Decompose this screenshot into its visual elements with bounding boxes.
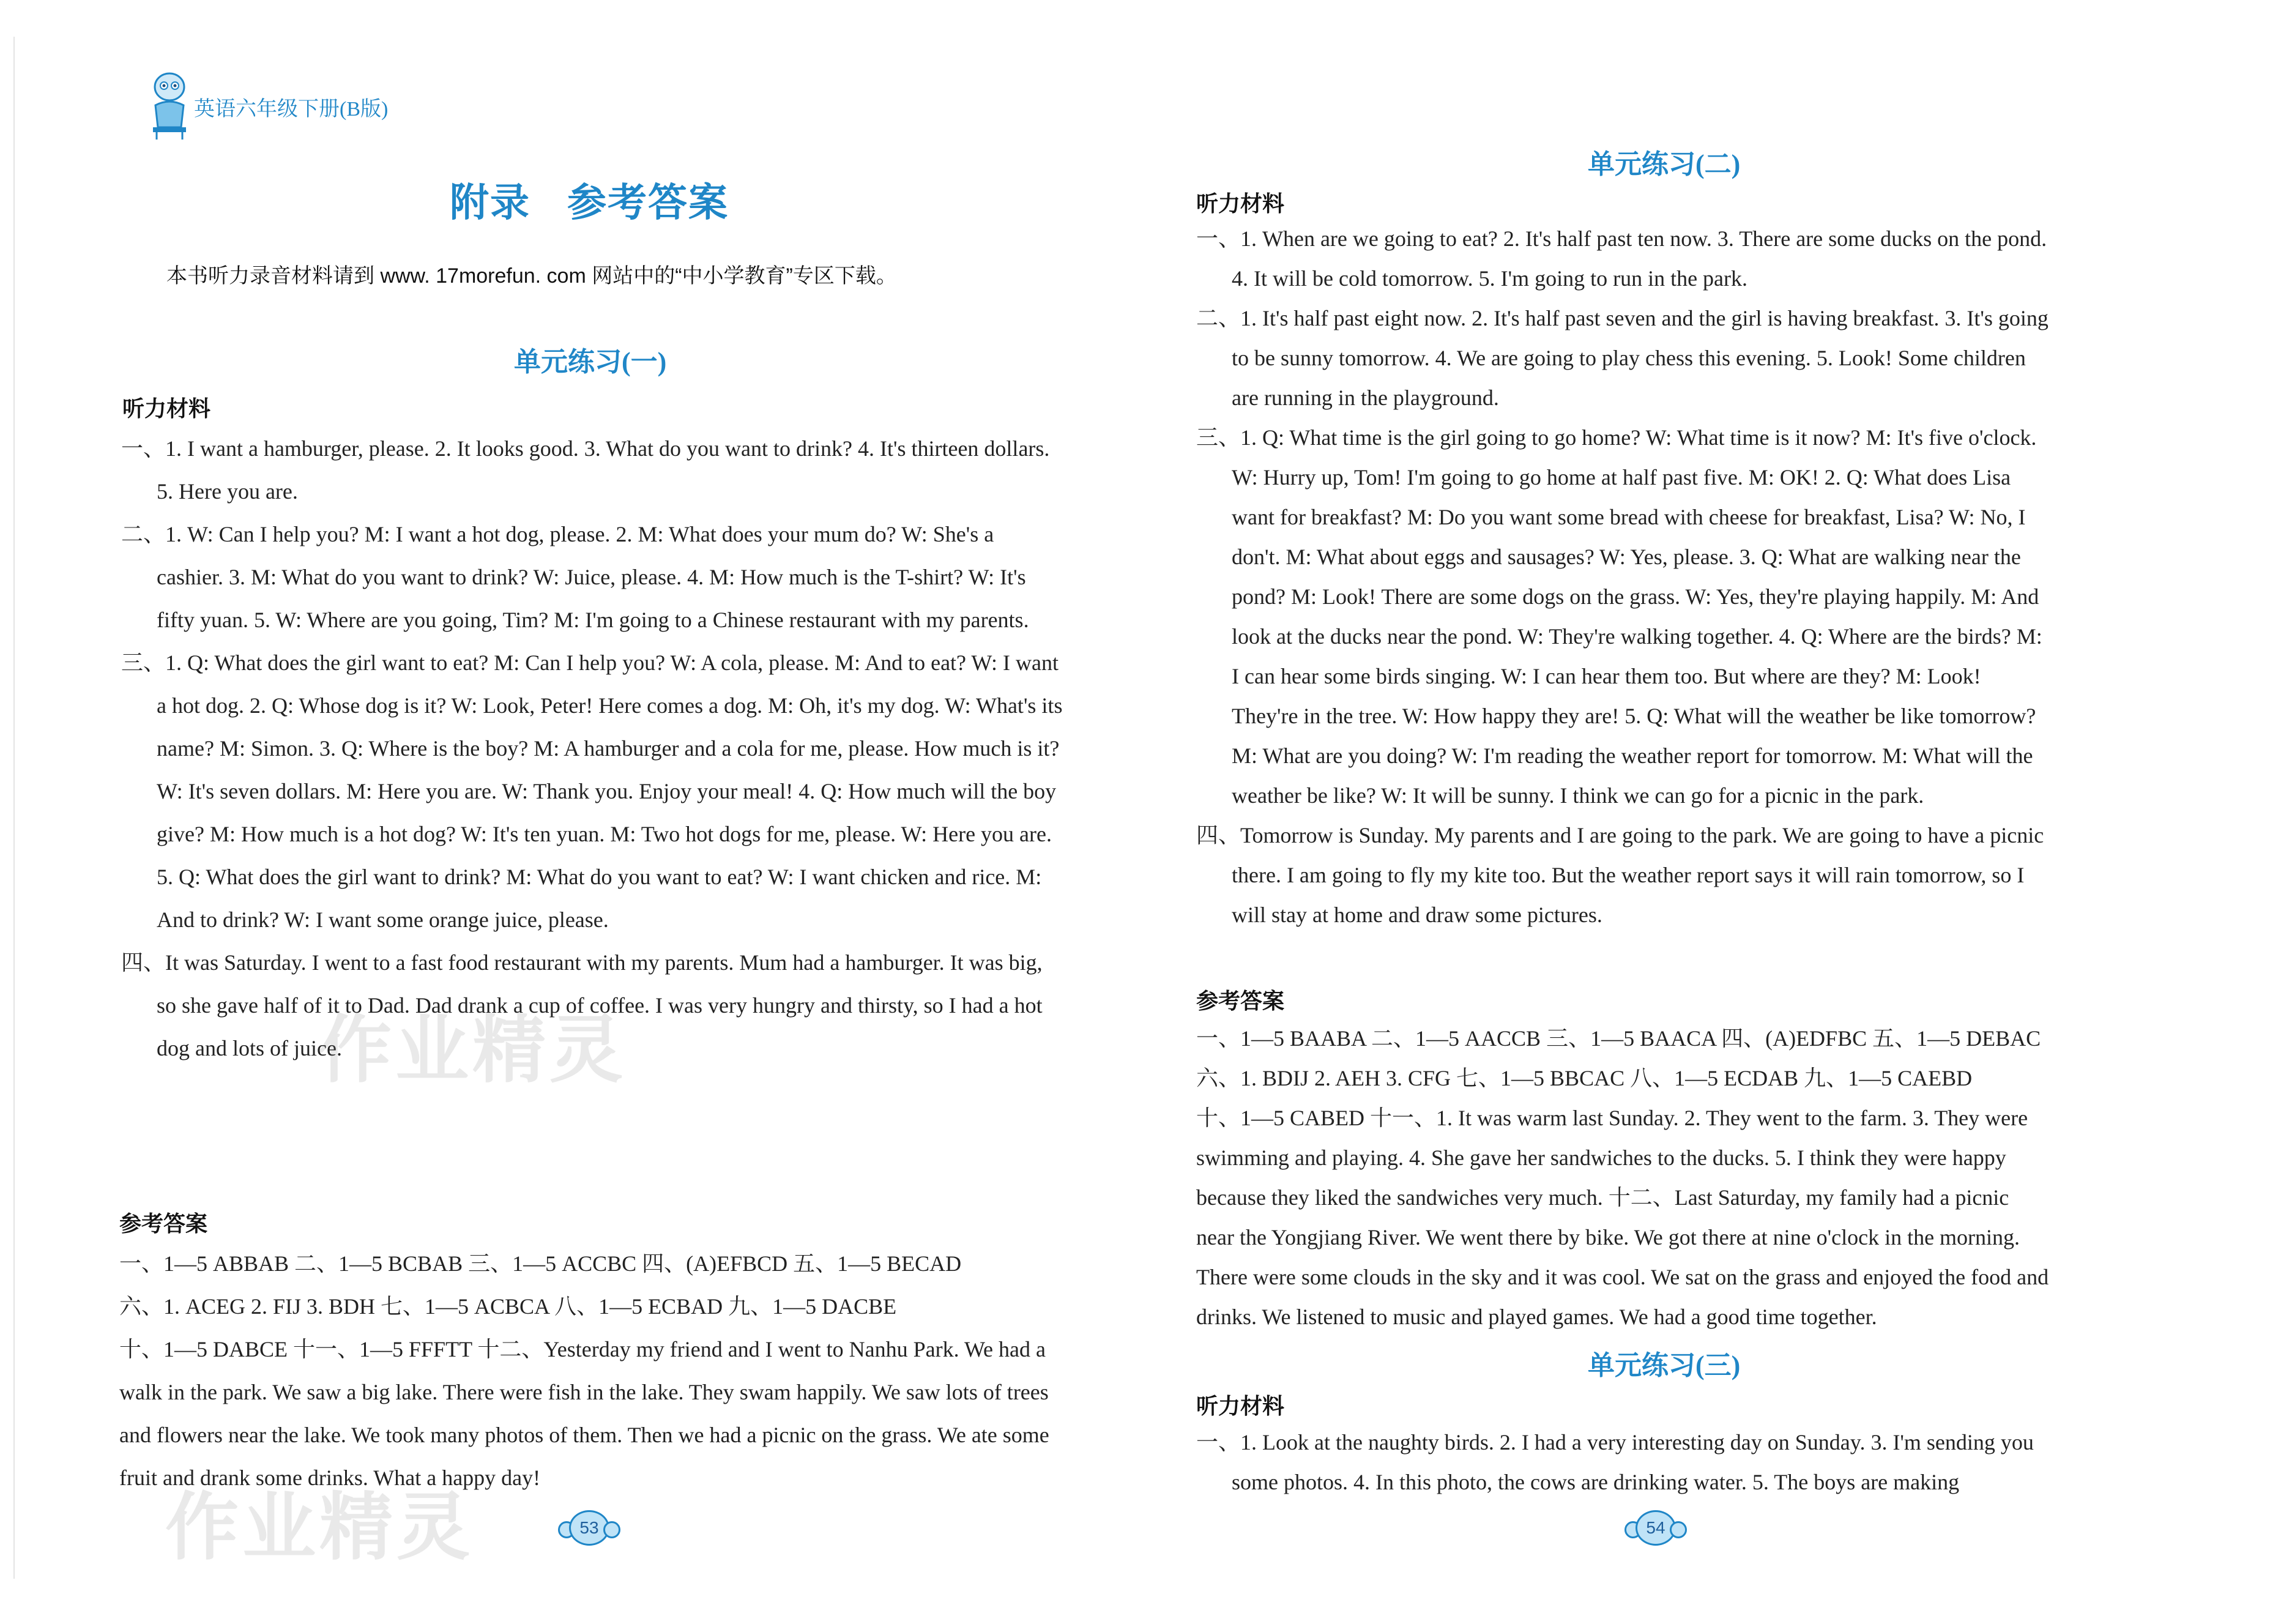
appendix-title-a: 附录	[450, 181, 530, 225]
unit2-answers-1: 一、1—5 BAABA 二、1—5 AACCB 三、1—5 BAACA 四、(A)EDFBC 五、1—5 DEBAC	[1196, 1026, 2041, 1051]
watermark: 作业精灵	[318, 1008, 627, 1093]
page-number-left	[558, 1510, 617, 1548]
unit3-listening-head: 听力材料	[1196, 1393, 1285, 1418]
unit2-listening	[1196, 219, 2050, 935]
unit1-answers-1: 一、1—5 ABBAB 二、1—5 BCBAB 三、1—5 ACCBC 四、(A)EFBCD 五、1—5 BECAD	[119, 1251, 962, 1276]
page-number-left-label: 53	[569, 1510, 609, 1546]
unit2-listening-4: 四、Tomorrow is Sunday. My parents and I are going to the park. We are going to have a picnic there. I am going to fly my kite too. But the weather report says it will rain tomorrow, so I will stay at home and draw some pictures.	[1196, 823, 2044, 927]
unit1-title: 单元练习(一)	[514, 347, 667, 377]
unit1-answers	[119, 1242, 1062, 1499]
unit1-listening-head: 听力材料	[122, 396, 211, 421]
unit2-title: 单元练习(二)	[1588, 149, 1741, 179]
unit1-listening-4: 四、It was Saturday. I went to a fast food restaurant with my parents. Mum had a hamburger. It was big, so she gave half of it to Dad. Dad drank a cup of coffee. I was very hungry and thirsty, so I had a hot dog and lots of juice.	[121, 950, 1043, 1060]
page-number-right	[1624, 1510, 1683, 1548]
unit3-listening-1: 一、1. Look at the naughty birds. 2. I had a very interesting day on Sunday. 3. I'm sending you some photos. 4. In this photo, the cows are drinking water. 5. The boys are making	[1196, 1430, 2034, 1494]
unit2-listening-3: 三、1. Q: What time is the girl going to go home? W: What time is it now? M: It's five o'clock. W: Hurry up, Tom! I'm going to go home at half past five. M: OK! 2. Q: What does Lisa want for breakfast? M: Do you want some bread with cheese for breakfast, Lisa? W: No, I don't. M: What about eggs and sausages? W: Yes, please. 3. Q: What are walking near the pond? M: Look! There are some dogs on the grass. W: Yes, they're playing happily. M: And look at the ducks near the pond. W: They're walking together. 4. Q: Where are the birds? M: I can hear some birds singing. W: I can hear them too. But where are they? M: Look! They're in the tree. W: How happy they are! 5. Q: What will the weather be like tomorrow? M: What are you doing? W: I'm reading the weather report for tomorrow. M: What will the weather be like? W: It will be sunny. I think we can go for a picnic in the park.	[1196, 425, 2042, 808]
bubble-dot	[603, 1521, 620, 1538]
bubble-dot	[1670, 1521, 1687, 1538]
unit1-answers-head: 参考答案	[119, 1211, 208, 1236]
unit1-listening-2: 二、1. W: Can I help you? M: I want a hot dog, please. 2. M: What does your mum do? W: She's a cashier. 3. M: What do you want to drink? W: Juice, please. 4. M: How much is the T-shirt? W: It's fifty yuan. 5. W: Where are you going, Tim? M: I'm going to a Chinese restaurant with my parents.	[121, 522, 1029, 632]
book-title: 英语六年级下册(B版)	[194, 98, 389, 121]
unit2-answers-head: 参考答案	[1196, 988, 1285, 1013]
unit2-listening-head: 听力材料	[1196, 191, 1285, 216]
watermark: 作业精灵	[165, 1485, 474, 1570]
unit3-title: 单元练习(三)	[1588, 1350, 1741, 1380]
right-page	[1135, 0, 2270, 1624]
unit2-listening-2: 二、1. It's half past eight now. 2. It's half past seven and the girl is having breakfast. 3. It's going to be sunny tomorrow. 4. We are going to play chess this evening. 5. Look! Some children are running in the playground.	[1196, 306, 2049, 410]
unit2-answers-3: 十、1—5 CABED 十一、1. It was warm last Sunday. 2. They went to the farm. 3. They were swimming and playing. 4. She gave her sandwiches to the ducks. 5. I think they were happy because they liked the sandwiches very much. 十二、Last Saturday, my family had a picnic near the Yongjiang River. We went there by bike. We got there at nine o'clock in the morning. There were some clouds in the sky and it was cool. We sat on the grass and enjoyed the food and drinks. We listened to music and played games. We had a good time together.	[1196, 1106, 2049, 1329]
unit2-answers	[1196, 1019, 2050, 1337]
unit1-listening-3: 三、1. Q: What does the girl want to eat? M: Can I help you? W: A cola, please. M: And to eat? W: I want a hot dog. 2. Q: Whose dog is it? W: Look, Peter! Here comes a dog. M: Oh, it's my dog. W: What's its name? M: Simon. 3. Q: Where is the boy? M: A hamburger and a cola for me, please. How much is it? W: It's seven dollars. M: Here you are. W: Thank you. Enjoy your meal! 4. Q: How much will the boy give? M: How much is a hot dog? W: It's ten yuan. M: Two hot dogs for me, please. W: Here you are. 5. Q: What does the girl want to drink? M: What do you want to eat? W: I want chicken and rice. M: And to drink? W: I want some orange juice, please.	[121, 650, 1063, 932]
download-note: 本书听力录音材料请到 www. 17morefun. com 网站中的“中小学教育”专区下载。	[166, 264, 897, 288]
unit1-answers-3: 十、1—5 DABCE 十一、1—5 FFFTT 十二、Yesterday my friend and I went to Nanhu Park. We had a walk in the park. We saw a big lake. There were fish in the lake. They swam happily. We saw lots of trees and flowers near the lake. We took many photos of them. Then we had a picnic on the grass. We ate some fruit and drank some drinks. What a happy day!	[119, 1337, 1049, 1490]
page-number-right-label: 54	[1636, 1510, 1676, 1546]
unit3-listening	[1196, 1423, 2050, 1502]
unit1-answers-2: 六、1. ACEG 2. FIJ 3. BDH 七、1—5 ACBCA 八、1—5 ECBAD 九、1—5 DACBE	[119, 1294, 897, 1319]
appendix-title	[450, 171, 729, 228]
unit1-listening-1: 一、1. I want a hamburger, please. 2. It looks good. 3. What do you want to drink? 4. It's thirteen dollars. 5. Here you are.	[121, 436, 1050, 504]
binding-edge	[13, 37, 15, 1579]
unit2-answers-2: 六、1. BDIJ 2. AEH 3. CFG 七、1—5 BBCAC 八、1—5 ECDAB 九、1—5 CAEBD	[1196, 1066, 1973, 1090]
unit2-listening-1: 一、1. When are we going to eat? 2. It's half past ten now. 3. There are some ducks on the pond. 4. It will be cold tomorrow. 5. I'm going to run in the park.	[1196, 226, 2047, 291]
unit1-listening	[121, 427, 1065, 1070]
appendix-title-b: 参考答案	[567, 181, 729, 225]
owl-mascot-icon	[147, 69, 192, 141]
